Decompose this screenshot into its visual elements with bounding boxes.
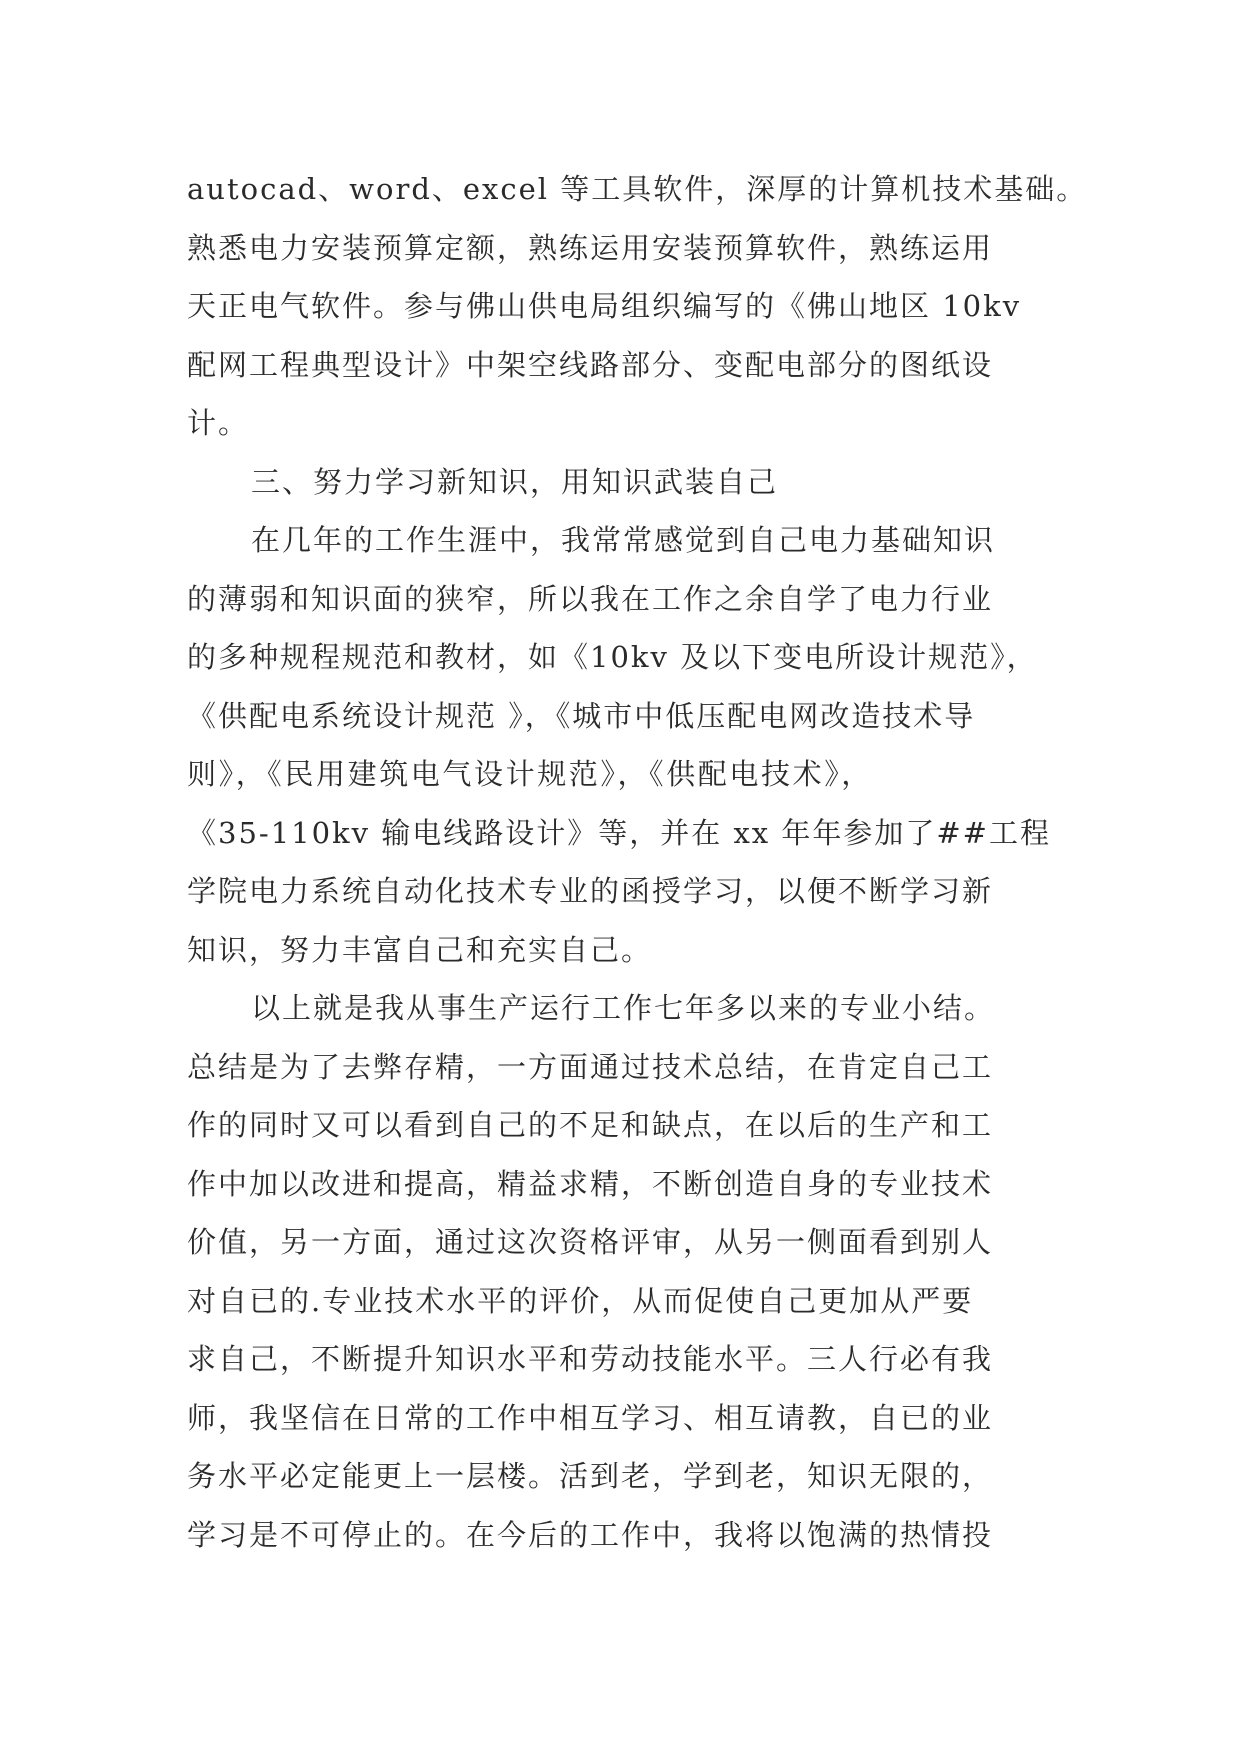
text-line: 总结是为了去弊存精，一方面通过技术总结，在肯定自己工 <box>187 1049 994 1084</box>
text-line: 配网工程典型设计》中架空线路部分、变配电部分的图纸设 <box>187 347 994 382</box>
text-line: 师，我坚信在日常的工作中相互学习、相互请教，自已的业 <box>187 1400 994 1435</box>
text-line: 作中加以改进和提高，精益求精，不断创造自身的专业技术 <box>187 1166 994 1201</box>
paragraph-first-line: 以上就是我从事生产运行工作七年多以来的专业小结。 <box>251 991 996 1025</box>
text-line: 学院电力系统自动化技术专业的函授学习，以便不断学习新 <box>187 874 994 908</box>
paragraph-first-line: 在几年的工作生涯中，我常常感觉到自己电力基础知识 <box>251 523 996 557</box>
text-line: 《供配电系统设计规范 》，《城市中低压配电网改造技术导 <box>187 698 976 733</box>
text-line: 务水平必定能更上一层楼。活到老，学到老，知识无限的， <box>187 1459 994 1493</box>
text-line: 知识，努力丰富自己和充实自己。 <box>187 932 653 967</box>
text-line: 的薄弱和知识面的狭窄，所以我在工作之余自学了电力行业 <box>187 581 994 616</box>
text-line: 的多种规程规范和教材，如《10kv 及以下变电所设计规范》， <box>187 640 1038 674</box>
text-line: 学习是不可停止的。在今后的工作中，我将以饱满的热情投 <box>187 1517 994 1552</box>
text-line: 《35-110kv 输电线路设计》等，并在 xx 年年参加了##工程 <box>187 815 1051 850</box>
text-line: 天正电气软件。参与佛山供电局组织编写的《佛山地区 10kv <box>187 289 1022 323</box>
text-line: 价值，另一方面，通过这次资格评审，从另一侧面看到别人 <box>187 1225 994 1259</box>
text-line: autocad、word、excel 等工具软件，深厚的计算机技术基础。 <box>187 172 1088 206</box>
document-body <box>187 160 1087 1564</box>
text-line: 作的同时又可以看到自己的不足和缺点，在以后的生产和工 <box>187 1108 994 1142</box>
section-heading: 三、努力学习新知识，用知识武装自己 <box>251 464 779 499</box>
text-line: 求自己，不断提升知识水平和劳动技能水平。三人行必有我 <box>187 1342 994 1376</box>
text-line: 计。 <box>187 406 250 440</box>
text-line: 对自已的.专业技术水平的评价，从而促使自己更加从严要 <box>187 1283 974 1318</box>
text-line: 则》，《民用建筑电气设计规范》，《供配电技术》， <box>187 757 873 791</box>
text-line: 熟悉电力安装预算定额，熟练运用安装预算软件，熟练运用 <box>187 230 994 265</box>
